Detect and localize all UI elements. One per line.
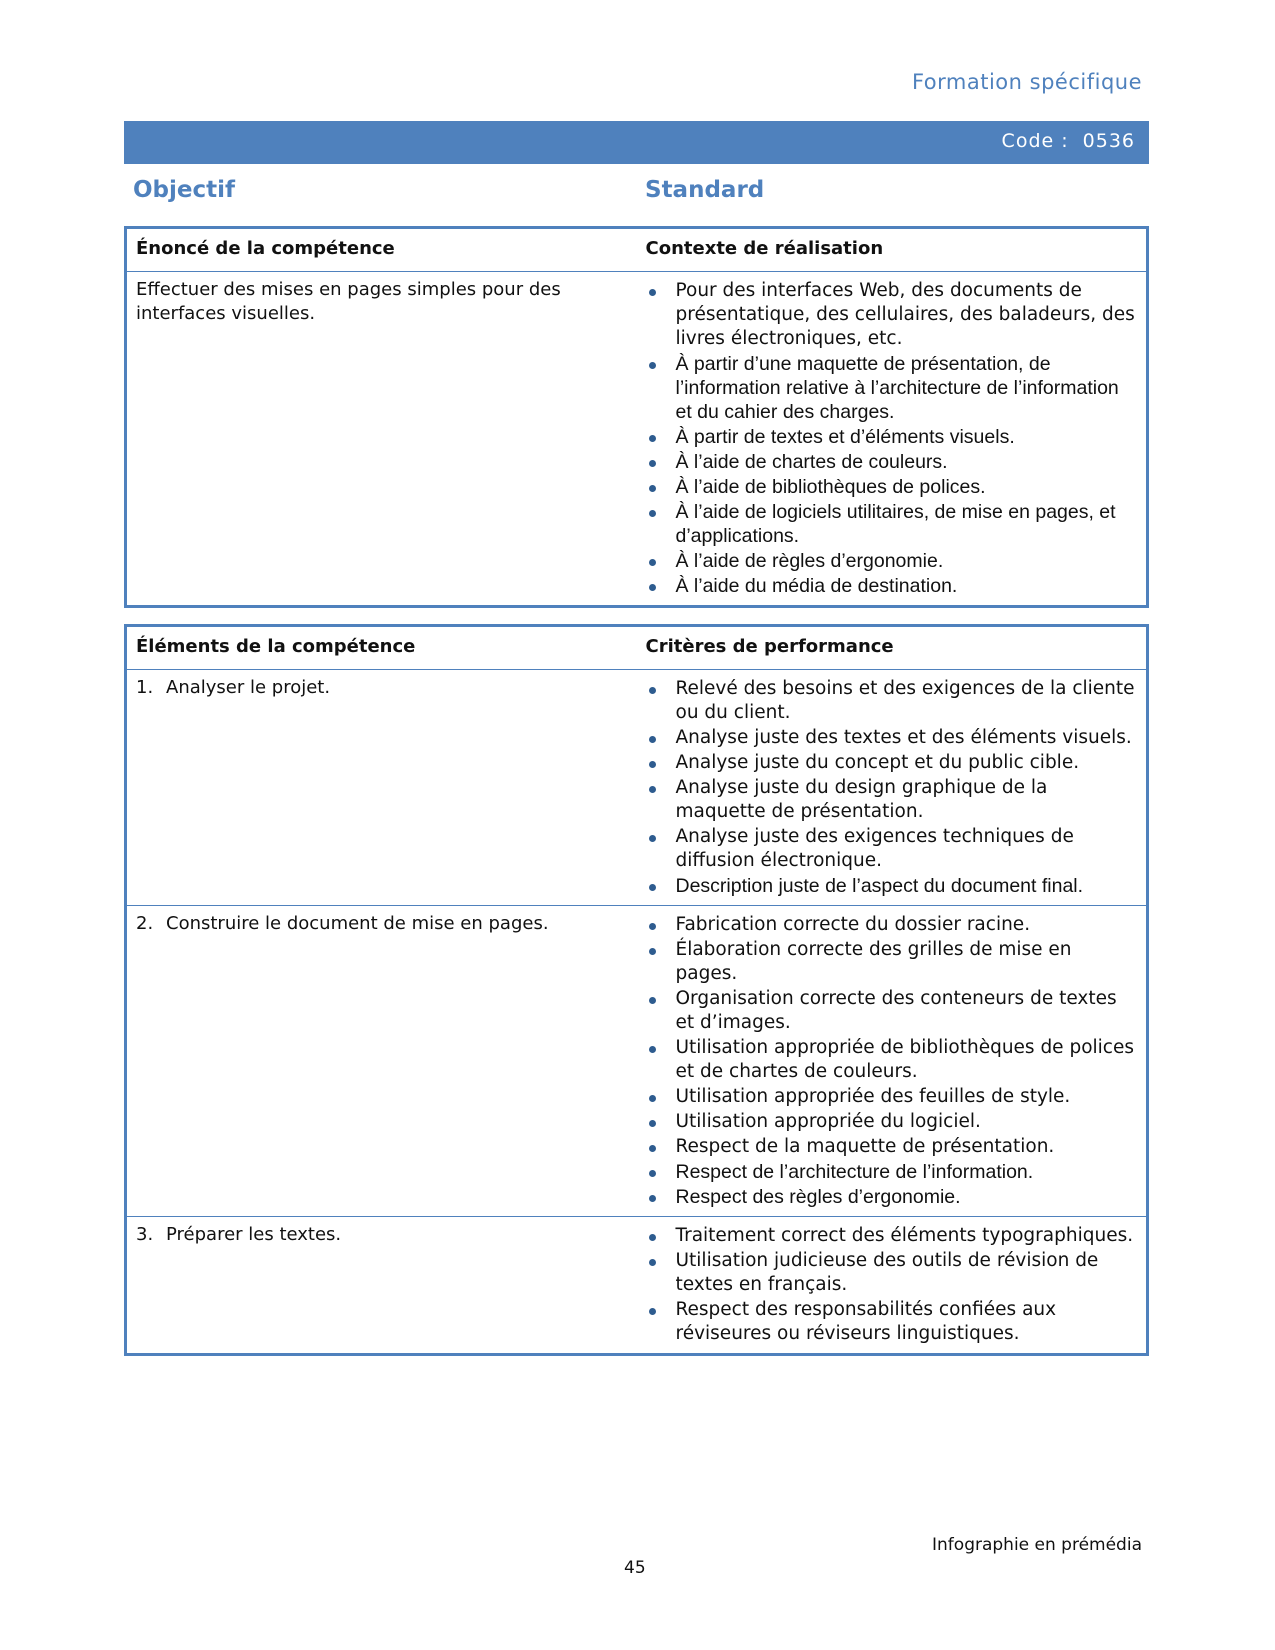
list-item: À l’aide de chartes de couleurs. xyxy=(646,450,1139,474)
list-item: Analyse juste des exigences techniques de diffusion électronique. xyxy=(646,825,1139,873)
list-item: À l’aide de logiciels utilitaires, de mise en pages, et d’applications. xyxy=(646,500,1139,548)
table-header-row xyxy=(126,626,1148,670)
bullet-icon xyxy=(649,1046,656,1053)
bullet-icon xyxy=(649,1120,656,1127)
contexte-list xyxy=(637,272,1147,605)
bullet-icon xyxy=(649,460,656,467)
list-item: À partir de textes et d’éléments visuels. xyxy=(646,425,1139,449)
list-item: Analyse juste du concept et du public cible. xyxy=(646,751,1139,775)
page-number: 45 xyxy=(624,1558,646,1578)
bullet-icon xyxy=(649,761,656,768)
list-item: Utilisation appropriée des feuilles de style. xyxy=(646,1085,1139,1109)
document-section-title: Formation spécifique xyxy=(911,70,1142,94)
bullet-icon xyxy=(649,884,656,891)
list-item: À l’aide de règles d’ergonomie. xyxy=(646,549,1139,573)
list-item: Respect de la maquette de présentation. xyxy=(646,1135,1139,1159)
criteres-list xyxy=(637,906,1147,1216)
bullet-icon xyxy=(649,1170,656,1177)
bullet-icon xyxy=(649,435,656,442)
column-header-enonce: Énoncé de la compétence xyxy=(126,228,637,272)
bullet-icon xyxy=(649,289,656,296)
list-item: Fabrication correcte du dossier racine. xyxy=(646,913,1139,937)
criteres-list xyxy=(637,1217,1147,1353)
list-item: Utilisation appropriée du logiciel. xyxy=(646,1110,1139,1134)
column-header-criteres: Critères de performance xyxy=(637,626,1148,670)
list-item: Pour des interfaces Web, des documents de présentatique, des cellulaires, des baladeurs, des livres électroniques, etc. xyxy=(646,279,1139,351)
table-row xyxy=(126,1217,1148,1355)
bullet-icon xyxy=(649,923,656,930)
bullet-icon xyxy=(649,485,656,492)
bullet-icon xyxy=(649,584,656,591)
criteres-list xyxy=(637,670,1147,905)
bullet-icon xyxy=(649,687,656,694)
code-label: Code : xyxy=(1001,130,1069,152)
element-text: 3. Préparer les textes. xyxy=(136,1224,342,1245)
list-item: À partir d’une maquette de présentation, de l’information relative à l’architecture de l’information et du cahier des charges. xyxy=(646,352,1139,424)
list-item: Description juste de l’aspect du document final. xyxy=(646,874,1139,898)
code-value: 0536 xyxy=(1082,130,1135,152)
bullet-icon xyxy=(649,1095,656,1102)
column-header-elements: Éléments de la compétence xyxy=(126,626,637,670)
element-text: 1. Analyser le projet. xyxy=(136,677,331,698)
footer-program-name: Infographie en prémédia xyxy=(932,1535,1142,1555)
list-item: Respect des règles d’ergonomie. xyxy=(646,1185,1139,1209)
code-banner xyxy=(124,121,1149,164)
bullet-icon xyxy=(649,1259,656,1266)
list-item: Élaboration correcte des grilles de mise en pages. xyxy=(646,938,1139,986)
bullet-icon xyxy=(649,362,656,369)
list-item: Traitement correct des éléments typographiques. xyxy=(646,1224,1139,1248)
list-item: Respect des responsabilités confiées aux réviseures ou réviseurs linguistiques. xyxy=(646,1298,1139,1346)
list-item: Analyse juste du design graphique de la maquette de présentation. xyxy=(646,776,1139,824)
objectif-heading: Objectif xyxy=(133,177,236,203)
table-row xyxy=(126,906,1148,1217)
bullet-icon xyxy=(649,835,656,842)
table-row xyxy=(126,272,1148,607)
list-item: À l’aide du média de destination. xyxy=(646,574,1139,598)
bullet-icon xyxy=(649,1234,656,1241)
list-item: Relevé des besoins et des exigences de la cliente ou du client. xyxy=(646,677,1139,725)
bullet-icon xyxy=(649,559,656,566)
column-header-contexte: Contexte de réalisation xyxy=(637,228,1148,272)
enonce-table xyxy=(124,226,1149,608)
list-item: Organisation correcte des conteneurs de textes et d’images. xyxy=(646,987,1139,1035)
bullet-icon xyxy=(649,510,656,517)
element-text: 2. Construire le document de mise en pages. xyxy=(136,913,549,934)
bullet-icon xyxy=(649,786,656,793)
enonce-text: Effectuer des mises en pages simples pour des interfaces visuelles. xyxy=(136,279,561,324)
elements-table xyxy=(124,624,1149,1356)
list-item: À l’aide de bibliothèques de polices. xyxy=(646,475,1139,499)
table-row xyxy=(126,670,1148,906)
list-item: Utilisation appropriée de bibliothèques de polices et de chartes de couleurs. xyxy=(646,1036,1139,1084)
bullet-icon xyxy=(649,997,656,1004)
bullet-icon xyxy=(649,1195,656,1202)
list-item: Respect de l’architecture de l’information. xyxy=(646,1160,1139,1184)
competency-code xyxy=(1002,130,1135,152)
standard-heading: Standard xyxy=(645,177,765,203)
bullet-icon xyxy=(649,1308,656,1315)
list-item: Analyse juste des textes et des éléments visuels. xyxy=(646,726,1139,750)
bullet-icon xyxy=(649,1145,656,1152)
table-header-row xyxy=(126,228,1148,272)
bullet-icon xyxy=(649,736,656,743)
list-item: Utilisation judicieuse des outils de révision de textes en français. xyxy=(646,1249,1139,1297)
bullet-icon xyxy=(649,948,656,955)
